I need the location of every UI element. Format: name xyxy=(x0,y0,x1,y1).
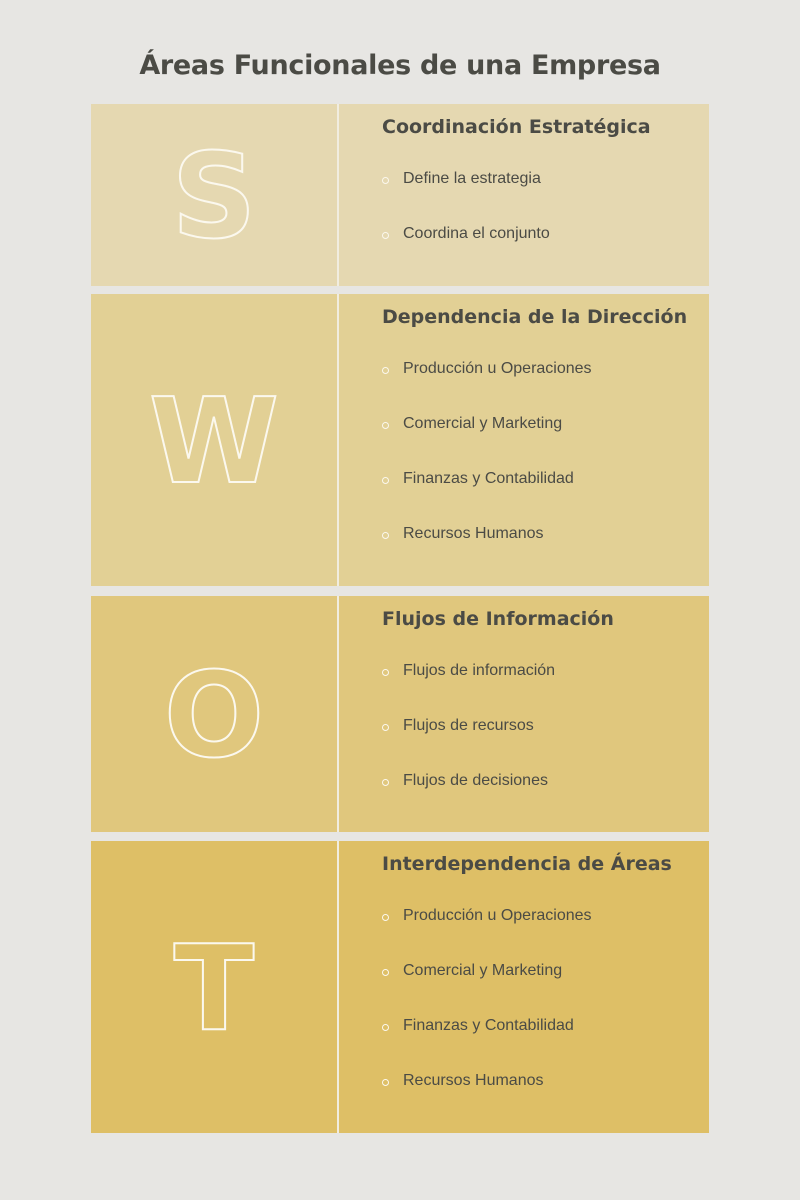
bullet-icon xyxy=(382,1079,389,1086)
list-item xyxy=(382,717,555,772)
bullet-icon xyxy=(382,422,389,429)
item-label: Finanzas y Contabilidad xyxy=(403,1017,574,1034)
list-item xyxy=(382,907,592,962)
item-list xyxy=(382,360,592,580)
list-item xyxy=(382,1072,592,1127)
row-title: Interdependencia de Áreas xyxy=(382,853,672,875)
item-label: Comercial y Marketing xyxy=(403,415,563,432)
item-list xyxy=(382,170,550,280)
letter-cell-t xyxy=(91,841,339,1133)
item-label: Producción u Operaciones xyxy=(403,360,592,377)
swot-row-w xyxy=(91,294,709,586)
bullet-icon xyxy=(382,914,389,921)
item-label: Flujos de decisiones xyxy=(403,772,548,789)
row-title: Coordinación Estratégica xyxy=(382,116,651,138)
swot-row-s xyxy=(91,104,709,286)
content-cell-t xyxy=(339,841,709,1133)
letter-w-outline xyxy=(134,370,294,510)
svg-text:O: O xyxy=(163,646,265,784)
row-title: Dependencia de la Dirección xyxy=(382,306,688,328)
bullet-icon xyxy=(382,669,389,676)
content-cell-w xyxy=(339,294,709,586)
bullet-icon xyxy=(382,367,389,374)
letter-cell-s xyxy=(91,104,339,286)
letter-s-outline xyxy=(144,125,284,265)
list-item xyxy=(382,360,592,415)
content-cell-o xyxy=(339,596,709,832)
list-item xyxy=(382,170,550,225)
bullet-icon xyxy=(382,1024,389,1031)
item-label: Comercial y Marketing xyxy=(403,962,563,979)
swot-row-o xyxy=(91,596,709,832)
letter-cell-w xyxy=(91,294,339,586)
item-label: Finanzas y Contabilidad xyxy=(403,470,574,487)
list-item xyxy=(382,415,592,470)
svg-text:T: T xyxy=(173,919,255,1057)
bullet-icon xyxy=(382,177,389,184)
list-item xyxy=(382,470,592,525)
bullet-icon xyxy=(382,779,389,786)
list-item xyxy=(382,525,592,580)
letter-o-outline xyxy=(144,644,284,784)
item-label: Coordina el conjunto xyxy=(403,225,550,242)
item-label: Recursos Humanos xyxy=(403,525,544,542)
bullet-icon xyxy=(382,532,389,539)
list-item xyxy=(382,662,555,717)
svg-text:S: S xyxy=(171,127,257,265)
svg-text:W: W xyxy=(148,372,280,510)
item-label: Define la estrategia xyxy=(403,170,541,187)
page-title: Áreas Funcionales de una Empresa xyxy=(139,50,661,81)
bullet-icon xyxy=(382,724,389,731)
bullet-icon xyxy=(382,232,389,239)
letter-t-outline xyxy=(144,917,284,1057)
item-list xyxy=(382,907,592,1127)
list-item xyxy=(382,225,550,280)
list-item xyxy=(382,772,555,827)
bullet-icon xyxy=(382,969,389,976)
list-item xyxy=(382,1017,592,1072)
item-list xyxy=(382,662,555,827)
item-label: Flujos de recursos xyxy=(403,717,534,734)
content-cell-s xyxy=(339,104,709,286)
item-label: Producción u Operaciones xyxy=(403,907,592,924)
list-item xyxy=(382,962,592,1017)
bullet-icon xyxy=(382,477,389,484)
letter-cell-o xyxy=(91,596,339,832)
item-label: Flujos de información xyxy=(403,662,556,679)
row-title: Flujos de Información xyxy=(382,608,614,630)
swot-row-t xyxy=(91,841,709,1133)
item-label: Recursos Humanos xyxy=(403,1072,544,1089)
